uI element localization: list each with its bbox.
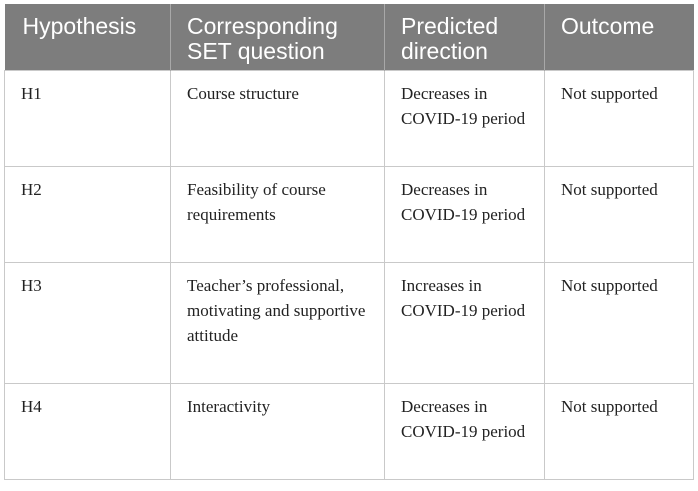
cell-outcome: Not supported: [545, 71, 694, 167]
cell-direction: Decreases in COVID-19 period: [385, 167, 545, 263]
table-row: [5, 71, 694, 167]
cell-hypothesis: H4: [5, 384, 171, 480]
hypotheses-table: [4, 4, 694, 480]
cell-question: Course structure: [171, 71, 385, 167]
cell-question: Teacher’s professional, motivating and supportive attitude: [171, 263, 385, 384]
table-row: [5, 384, 694, 480]
cell-hypothesis: H3: [5, 263, 171, 384]
cell-hypothesis: H2: [5, 167, 171, 263]
cell-hypothesis: H1: [5, 71, 171, 167]
cell-outcome: Not supported: [545, 263, 694, 384]
header-row: [5, 4, 694, 71]
table-row: [5, 263, 694, 384]
cell-outcome: Not supported: [545, 167, 694, 263]
header-hypothesis: Hypothesis: [5, 4, 171, 71]
cell-question: Interactivity: [171, 384, 385, 480]
cell-direction: Decreases in COVID-19 period: [385, 71, 545, 167]
header-outcome: Outcome: [545, 4, 694, 71]
table-row: [5, 167, 694, 263]
header-predicted-direction: Predicted direction: [385, 4, 545, 71]
cell-question: Feasibility of course requirements: [171, 167, 385, 263]
cell-direction: Increases in COVID-19 period: [385, 263, 545, 384]
cell-outcome: Not supported: [545, 384, 694, 480]
header-set-question: Corresponding SET question: [171, 4, 385, 71]
cell-direction: Decreases in COVID-19 period: [385, 384, 545, 480]
